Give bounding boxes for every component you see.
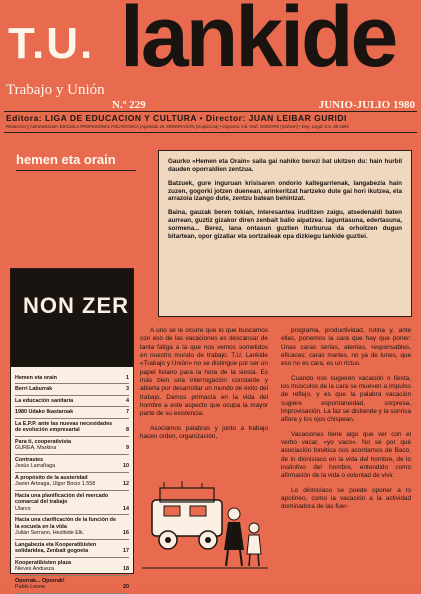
divider <box>4 132 417 133</box>
toc-item-title: Kooperatibisten plaza <box>15 559 72 566</box>
toc-item <box>15 540 129 558</box>
toc-item <box>15 576 129 594</box>
toc-item-page: 12 <box>123 481 129 488</box>
article-paragraph: A uno se le ocurre que lo que buscamos con eso de las vacaciones es descansar de tanta fatiga a la que nos vemos sometidos en nuestro mundo de trabajo. T.U. Lankide «Trabajo y Unión» no se distingue por ser un papel liviano para la hora de la siesta. Es más bien una interrogación constante y abierta por desarrollar un mundo de éxito del trabajo. Damos primacía en la vida del hombre a este aspecto que ocupa la mayor parte de su existencia. <box>140 327 268 418</box>
toc-item-page: 18 <box>123 566 129 573</box>
article-paragraph: Lo dionisíaco se puede oponer a lo apolíneo, como la vacación a la actividad dominadora de las fuer- <box>281 486 411 511</box>
toc-item-page: 9 <box>126 445 129 452</box>
toc-item-author: GUREA, Markina <box>15 445 57 452</box>
toc-item <box>15 558 129 576</box>
issue-date: JUNIO-JULIO 1980 <box>318 99 415 111</box>
article-paragraph: programa, productividad, rutina y, ante ellas, ponemos la cara que hay que poner: Unas caras serias, atentas, responsables, eficaces; caras martes, no ya de lunes, que eso no es cara, es un rictus. <box>281 327 411 368</box>
toc-item-author: Jesús Larrañaga <box>15 463 56 470</box>
toc-item-title: Berri Laburrak <box>15 386 53 393</box>
toc-item <box>15 419 129 437</box>
toc-item-page: 14 <box>123 505 129 512</box>
toc-item <box>15 491 129 515</box>
tu-subtitle: Trabajo y Unión <box>6 82 105 98</box>
article-paragraph: Vacaciones tiene algo que ver con el verbo vacar, «yo vaco». No sé por qué asociación fonética nos acordamos de Baco, de lo dionisíaco en la vida del hombre, de lo instintivo del hombre, entendido como afirmación de la vida o voluntad de vivir. <box>281 430 411 480</box>
toc-item-page: 20 <box>123 584 129 591</box>
toc-item <box>15 473 129 491</box>
toc-item-page: 17 <box>123 548 129 555</box>
toc-item-title: Oporrak... Oporrak! <box>15 577 65 584</box>
toc-item-title: La E.P.P. ante las nuevas necesidades de evolución empresarial <box>15 420 113 434</box>
credits-address: Redacción y Administración: ESCUELA PROFESIONAL POLITECNICA (Apartado 23, MONDRAGON (Guipúzcoa) • Imprenta: Ind. Graf. GOIKOPE (Goiherri) • Dep. Legal: S.S. 80-1962 <box>6 124 349 129</box>
toc-item-title: Contrastes <box>15 456 44 463</box>
toc-item-page: 3 <box>126 386 129 393</box>
section-heading: hemen eta orain <box>16 152 116 167</box>
masthead-title: lankide <box>120 0 396 85</box>
toc-item <box>15 396 129 407</box>
article-paragraph: Asociamos palabras y junto a trabajo hacen orden, organización, <box>140 424 268 440</box>
toc-item-author: Javier Arteaga, Ulgor Bocio 1.558 <box>15 481 96 488</box>
credits-editor: Editora: LIGA DE EDUCACION Y CULTURA • Director: JUAN LEIBAR GURIDI <box>6 113 347 123</box>
table-of-contents <box>10 268 134 591</box>
toc-item-title: La educación sanitaria <box>15 397 74 404</box>
intro-paragraph: Baina, gauzak beren tokian, interesantea iruditzen zaigu, atsedenaldi baten aurrean, guztiz gizakor diren zenbait balio aipatzea: laguntasuna, edertasuna, sormena... Berez, lana ontasun guztien iturburua da orhoitzen dugun bitartean, opor gizatiar eta sortzaileak opa dizkiegu lankide guztiei. <box>168 209 402 240</box>
article-paragraph: Cuando nos sugieren vacación o fiesta, los músculos de la cara se mueven a impulso de reflejo, y es que la palabra vacación sugiere espontaneidad, sorpresa, improvisación. La faz se distiende y la sonrisa aflora y los ojos chispean. <box>281 374 412 424</box>
toc-list <box>15 373 129 594</box>
intro-paragraph: Gaurko «Hemen eta Orain» saila gai nahiko berezi bat ukitzen du: hain hurbil dauden oporraldien zentzua. <box>168 158 402 173</box>
heading-underline <box>16 170 136 171</box>
toc-item-page: 8 <box>126 427 129 434</box>
article-column-1 <box>140 327 268 447</box>
toc-item-title: Langabezia eta Kooperatibisten solidaridea, Zenbait gogoeta <box>15 541 97 555</box>
toc-title: NON ZER <box>23 293 129 318</box>
divider <box>4 111 417 112</box>
toc-item <box>15 407 129 418</box>
toc-item <box>15 515 129 539</box>
toc-item-title: Hacia una clarificación de la función de la escuela en la vida <box>15 517 116 530</box>
toc-item-author: Julián Serrano, Hezibide Elk. <box>15 530 85 537</box>
toc-item-author: Pablo Leone <box>15 584 46 591</box>
toc-header <box>11 269 133 367</box>
toc-item-page: 1 <box>126 375 129 381</box>
toc-item-page: 7 <box>126 409 129 416</box>
toc-item-page: 10 <box>123 463 129 470</box>
article-column-2 <box>281 327 411 518</box>
toc-item-title: A propósito de la austeridad <box>15 474 88 481</box>
tu-logo: T.U. <box>8 19 95 68</box>
toc-item-title: Hacia una planificación del mercado comarcal del trabajo <box>15 492 109 506</box>
toc-item-author: Ularco <box>15 505 31 512</box>
toc-item <box>15 384 129 395</box>
toc-item-author: Nieves Andueza <box>15 566 54 573</box>
intro-paragraph: Batzuek, gure inguruan krisisaren ondorio kaltegarrienak, langabezia hain zuzen, gogorki jotzen duenean, arinkeritzat hartzeko dute gai hori ikutzea, eta arrazoia izango dute, zentzu batean behintzat. <box>168 179 402 203</box>
toc-item <box>15 455 129 473</box>
vacation-car-illustration <box>142 480 268 572</box>
toc-item-title: Para ti, cooperativista <box>15 438 72 445</box>
toc-item-title: Hemen eta orain <box>15 375 57 381</box>
toc-item <box>15 437 129 455</box>
intro-box <box>158 150 412 317</box>
toc-item <box>15 373 129 384</box>
toc-item-title: 1980 Udako Ikastaroak <box>15 409 74 416</box>
issue-number: N.º 229 <box>112 99 146 111</box>
toc-item-page: 4 <box>126 397 129 404</box>
toc-item-page: 16 <box>123 530 129 537</box>
